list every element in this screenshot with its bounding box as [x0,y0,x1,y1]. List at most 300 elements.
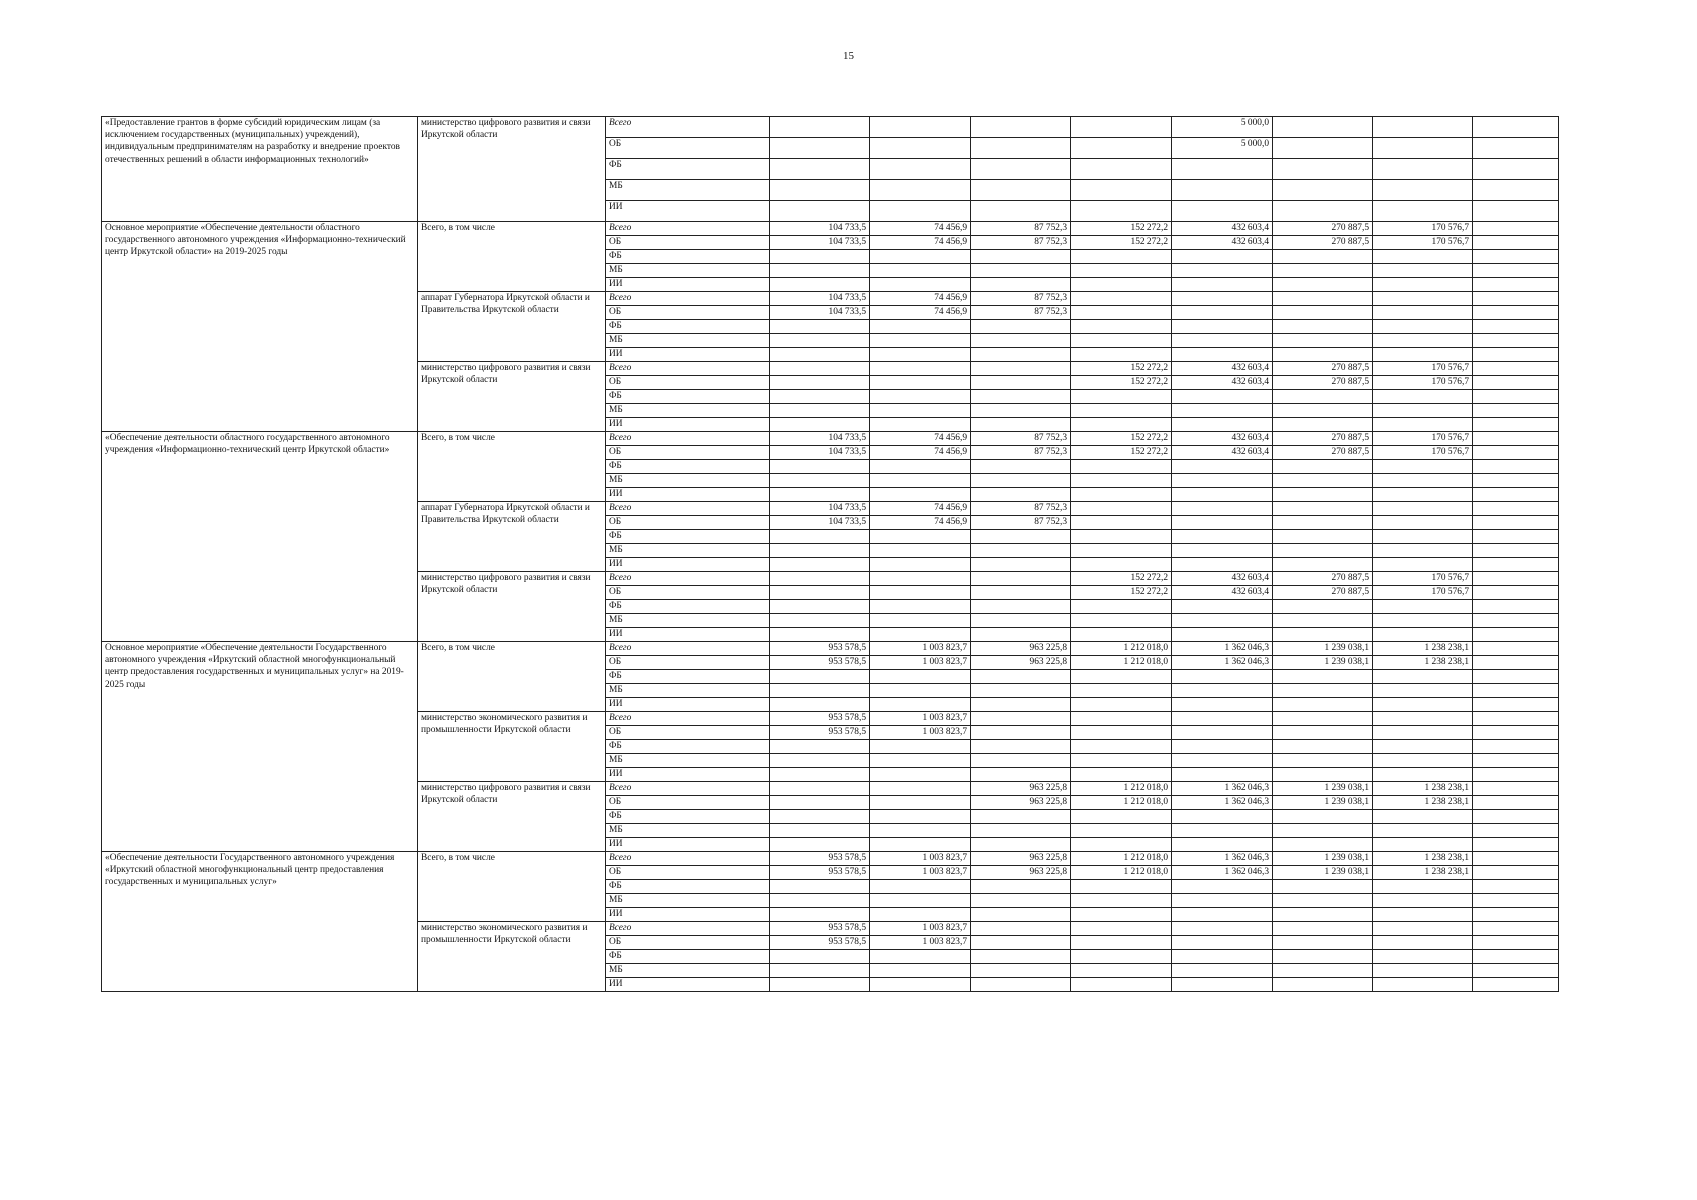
amount-cell [1373,320,1473,334]
funding-source: Всего [606,362,770,376]
empty-cell [1473,530,1559,544]
amount-cell: 1 003 823,7 [870,726,971,740]
amount-cell [1273,740,1373,754]
amount-cell [1071,278,1172,292]
amount-cell [1172,894,1273,908]
amount-cell [1071,516,1172,530]
empty-cell [1473,362,1559,376]
funding-source: ИИ [606,978,770,992]
amount-cell [1273,460,1373,474]
amount-cell [1172,530,1273,544]
amount-cell [1373,754,1473,768]
funding-source: ОБ [606,656,770,670]
amount-cell: 152 272,2 [1071,362,1172,376]
amount-cell [971,908,1071,922]
funding-source: Всего [606,292,770,306]
amount-cell: 170 576,7 [1373,376,1473,390]
amount-cell: 270 887,5 [1273,432,1373,446]
amount-cell [770,250,870,264]
activity-name: Основное мероприятие «Обеспечение деятельности областного государственного автономного учреждения «Информационно-технический центр Иркутской области» на 2019-2025 годы [102,222,418,432]
amount-cell [1071,306,1172,320]
amount-cell: 963 225,8 [971,796,1071,810]
amount-cell [770,628,870,642]
amount-cell: 170 576,7 [1373,586,1473,600]
executor-name: министерство экономического развития и промышленности Иркутской области [418,922,606,992]
amount-cell [1071,978,1172,992]
amount-cell: 152 272,2 [1071,376,1172,390]
amount-cell [870,460,971,474]
amount-cell: 953 578,5 [770,712,870,726]
amount-cell: 270 887,5 [1273,362,1373,376]
amount-cell [1071,502,1172,516]
amount-cell: 1 212 018,0 [1071,796,1172,810]
amount-cell [1273,908,1373,922]
funding-source: Всего [606,117,770,138]
amount-cell [971,348,1071,362]
amount-cell [1273,964,1373,978]
amount-cell [971,894,1071,908]
amount-cell: 1 239 038,1 [1273,642,1373,656]
executor-name: Всего, в том числе [418,852,606,922]
amount-cell [770,390,870,404]
funding-source: Всего [606,502,770,516]
amount-cell [1273,544,1373,558]
amount-cell [1172,628,1273,642]
amount-cell: 87 752,3 [971,446,1071,460]
amount-cell [870,670,971,684]
amount-cell [1172,516,1273,530]
funding-source: ФБ [606,810,770,824]
funding-source: МБ [606,964,770,978]
amount-cell: 1 212 018,0 [1071,866,1172,880]
amount-cell [971,628,1071,642]
funding-source: МБ [606,264,770,278]
amount-cell: 1 362 046,3 [1172,866,1273,880]
funding-source: ИИ [606,628,770,642]
amount-cell [870,978,971,992]
amount-cell [1373,474,1473,488]
amount-cell [1071,418,1172,432]
amount-cell [770,740,870,754]
amount-cell [1071,838,1172,852]
amount-cell [770,460,870,474]
amount-cell [971,278,1071,292]
empty-cell [1473,754,1559,768]
amount-cell [1273,824,1373,838]
amount-cell [971,264,1071,278]
amount-cell [870,334,971,348]
empty-cell [1473,670,1559,684]
amount-cell [1071,712,1172,726]
amount-cell: 1 212 018,0 [1071,782,1172,796]
amount-cell [971,530,1071,544]
amount-cell [1172,978,1273,992]
amount-cell: 104 733,5 [770,446,870,460]
funding-source: ОБ [606,236,770,250]
funding-source: ОБ [606,446,770,460]
amount-cell [870,376,971,390]
funding-source: ИИ [606,278,770,292]
amount-cell [1373,670,1473,684]
amount-cell [1373,908,1473,922]
amount-cell: 1 238 238,1 [1373,866,1473,880]
amount-cell [1273,698,1373,712]
amount-cell [971,754,1071,768]
amount-cell [770,544,870,558]
amount-cell [1373,264,1473,278]
empty-cell [1473,768,1559,782]
amount-cell [870,838,971,852]
amount-cell [971,180,1071,201]
amount-cell [870,264,971,278]
amount-cell: 432 603,4 [1172,376,1273,390]
amount-cell [1373,418,1473,432]
amount-cell [1273,628,1373,642]
amount-cell [1071,950,1172,964]
amount-cell [1273,348,1373,362]
empty-cell [1473,236,1559,250]
amount-cell [1373,824,1473,838]
amount-cell [1273,712,1373,726]
activity-name: «Предоставление грантов в форме субсидий юридическим лицам (за исключением государственных (муниципальных) учреждений), индивидуальным предпринимателям на разработку и внедрение проектов отечественных решений в области информационных технологий» [102,117,418,222]
funding-source: ОБ [606,376,770,390]
funding-source: ИИ [606,768,770,782]
amount-cell [1071,894,1172,908]
amount-cell [770,586,870,600]
empty-cell [1473,796,1559,810]
amount-cell [1071,824,1172,838]
funding-source: ОБ [606,866,770,880]
funding-source: ОБ [606,936,770,950]
amount-cell [971,558,1071,572]
amount-cell [971,600,1071,614]
empty-cell [1473,348,1559,362]
amount-cell: 1 239 038,1 [1273,852,1373,866]
funding-source: МБ [606,544,770,558]
amount-cell [1373,159,1473,180]
amount-cell: 1 238 238,1 [1373,782,1473,796]
amount-cell [1071,348,1172,362]
amount-cell [870,320,971,334]
amount-cell [971,964,1071,978]
funding-source: ФБ [606,530,770,544]
amount-cell: 953 578,5 [770,852,870,866]
amount-cell: 270 887,5 [1273,446,1373,460]
amount-cell [1273,978,1373,992]
amount-cell: 1 362 046,3 [1172,796,1273,810]
amount-cell: 104 733,5 [770,516,870,530]
amount-cell [770,159,870,180]
amount-cell [1273,474,1373,488]
funding-source: ФБ [606,740,770,754]
amount-cell: 1 003 823,7 [870,866,971,880]
empty-cell [1473,334,1559,348]
empty-cell [1473,404,1559,418]
amount-cell: 104 733,5 [770,222,870,236]
amount-cell [1071,117,1172,138]
amount-cell [1172,292,1273,306]
amount-cell [1273,684,1373,698]
amount-cell [870,418,971,432]
amount-cell [971,117,1071,138]
amount-cell [870,250,971,264]
funding-source: ИИ [606,838,770,852]
amount-cell [971,684,1071,698]
amount-cell [971,418,1071,432]
amount-cell [1373,558,1473,572]
amount-cell [870,572,971,586]
funding-source: ИИ [606,558,770,572]
amount-cell [770,964,870,978]
amount-cell [1172,558,1273,572]
amount-cell [1071,698,1172,712]
amount-cell [1172,159,1273,180]
amount-cell [1273,404,1373,418]
table-row [102,117,1559,138]
amount-cell [971,362,1071,376]
amount-cell [1172,698,1273,712]
amount-cell [770,348,870,362]
amount-cell [1273,250,1373,264]
amount-cell: 170 576,7 [1373,572,1473,586]
table-row [102,852,1559,866]
amount-cell [1172,754,1273,768]
amount-cell [870,684,971,698]
funding-source: МБ [606,614,770,628]
amount-cell: 170 576,7 [1373,432,1473,446]
empty-cell [1473,586,1559,600]
amount-cell [1373,614,1473,628]
empty-cell [1473,320,1559,334]
amount-cell [770,488,870,502]
amount-cell: 270 887,5 [1273,586,1373,600]
amount-cell [1373,306,1473,320]
amount-cell: 1 212 018,0 [1071,656,1172,670]
amount-cell [1071,684,1172,698]
amount-cell [1172,460,1273,474]
funding-source: ОБ [606,726,770,740]
amount-cell [971,572,1071,586]
amount-cell: 963 225,8 [971,866,1071,880]
amount-cell [770,768,870,782]
empty-cell [1473,880,1559,894]
empty-cell [1473,138,1559,159]
amount-cell [1071,390,1172,404]
amount-cell [1373,201,1473,222]
amount-cell [1172,404,1273,418]
amount-cell: 104 733,5 [770,502,870,516]
empty-cell [1473,642,1559,656]
amount-cell [770,684,870,698]
amount-cell [971,460,1071,474]
amount-cell [971,824,1071,838]
amount-cell [770,782,870,796]
amount-cell: 87 752,3 [971,432,1071,446]
amount-cell: 5 000,0 [1172,138,1273,159]
amount-cell: 432 603,4 [1172,236,1273,250]
amount-cell: 152 272,2 [1071,222,1172,236]
amount-cell [1273,306,1373,320]
amount-cell [770,558,870,572]
amount-cell [1273,418,1373,432]
empty-cell [1473,600,1559,614]
amount-cell: 87 752,3 [971,292,1071,306]
amount-cell: 1 239 038,1 [1273,782,1373,796]
amount-cell: 1 362 046,3 [1172,656,1273,670]
amount-cell [1071,201,1172,222]
amount-cell [870,201,971,222]
amount-cell [1373,250,1473,264]
empty-cell [1473,726,1559,740]
amount-cell [1172,201,1273,222]
executor-name: Всего, в том числе [418,642,606,712]
amount-cell [1373,544,1473,558]
amount-cell [971,334,1071,348]
amount-cell [1071,474,1172,488]
funding-source: Всего [606,432,770,446]
amount-cell [1172,334,1273,348]
amount-cell [770,138,870,159]
amount-cell [971,201,1071,222]
amount-cell [1273,726,1373,740]
amount-cell [1071,558,1172,572]
amount-cell [870,278,971,292]
amount-cell [1172,348,1273,362]
amount-cell: 1 003 823,7 [870,922,971,936]
funding-source: ФБ [606,390,770,404]
amount-cell [770,754,870,768]
amount-cell [770,572,870,586]
empty-cell [1473,572,1559,586]
empty-cell [1473,418,1559,432]
amount-cell [1172,684,1273,698]
page-number: 15 [843,50,854,62]
empty-cell [1473,201,1559,222]
amount-cell: 152 272,2 [1071,572,1172,586]
amount-cell: 1 239 038,1 [1273,796,1373,810]
amount-cell [1273,334,1373,348]
amount-cell [1373,180,1473,201]
amount-cell [971,320,1071,334]
amount-cell [1273,278,1373,292]
amount-cell [1071,404,1172,418]
amount-cell [1373,404,1473,418]
amount-cell: 152 272,2 [1071,432,1172,446]
amount-cell: 104 733,5 [770,306,870,320]
amount-cell [1273,292,1373,306]
amount-cell [870,628,971,642]
amount-cell [1373,600,1473,614]
empty-cell [1473,964,1559,978]
amount-cell [1273,201,1373,222]
funding-source: ИИ [606,908,770,922]
amount-cell: 74 456,9 [870,236,971,250]
amount-cell [1273,516,1373,530]
funding-source: ОБ [606,306,770,320]
amount-cell: 432 603,4 [1172,446,1273,460]
amount-cell: 1 003 823,7 [870,656,971,670]
amount-cell [1273,950,1373,964]
empty-cell [1473,502,1559,516]
amount-cell [1071,488,1172,502]
amount-cell: 1 003 823,7 [870,936,971,950]
funding-source: ФБ [606,250,770,264]
amount-cell [1273,838,1373,852]
amount-cell [770,824,870,838]
amount-cell [770,376,870,390]
amount-cell [1071,159,1172,180]
amount-cell [870,754,971,768]
amount-cell [1071,810,1172,824]
amount-cell [1071,600,1172,614]
amount-cell [770,278,870,292]
amount-cell: 270 887,5 [1273,236,1373,250]
amount-cell [971,698,1071,712]
executor-name: аппарат Губернатора Иркутской области и Правительства Иркутской области [418,502,606,572]
amount-cell [1373,880,1473,894]
empty-cell [1473,656,1559,670]
amount-cell: 1 238 238,1 [1373,656,1473,670]
empty-cell [1473,460,1559,474]
amount-cell [770,600,870,614]
amount-cell [770,180,870,201]
amount-cell: 953 578,5 [770,866,870,880]
amount-cell [870,614,971,628]
amount-cell [1172,250,1273,264]
amount-cell [770,404,870,418]
amount-cell [1273,117,1373,138]
amount-cell [770,810,870,824]
amount-cell [1373,726,1473,740]
amount-cell [1273,488,1373,502]
amount-cell [1172,712,1273,726]
amount-cell [971,159,1071,180]
amount-cell: 1 003 823,7 [870,852,971,866]
executor-name: министерство цифрового развития и связи Иркутской области [418,117,606,222]
amount-cell [870,180,971,201]
amount-cell [870,964,971,978]
amount-cell [1273,180,1373,201]
amount-cell [870,796,971,810]
empty-cell [1473,908,1559,922]
empty-cell [1473,684,1559,698]
amount-cell: 104 733,5 [770,236,870,250]
amount-cell [1071,880,1172,894]
amount-cell [870,894,971,908]
amount-cell [870,138,971,159]
amount-cell [971,768,1071,782]
empty-cell [1473,446,1559,460]
funding-source: ФБ [606,460,770,474]
empty-cell [1473,978,1559,992]
amount-cell [1273,936,1373,950]
amount-cell [1172,418,1273,432]
funding-source: Всего [606,572,770,586]
amount-cell: 432 603,4 [1172,362,1273,376]
amount-cell [870,474,971,488]
amount-cell [971,810,1071,824]
amount-cell [1071,180,1172,201]
funding-source: Всего [606,222,770,236]
amount-cell [1172,544,1273,558]
empty-cell [1473,376,1559,390]
amount-cell [1273,264,1373,278]
amount-cell: 1 239 038,1 [1273,656,1373,670]
funding-source: Всего [606,782,770,796]
amount-cell [870,950,971,964]
amount-cell [1373,292,1473,306]
amount-cell [1172,810,1273,824]
